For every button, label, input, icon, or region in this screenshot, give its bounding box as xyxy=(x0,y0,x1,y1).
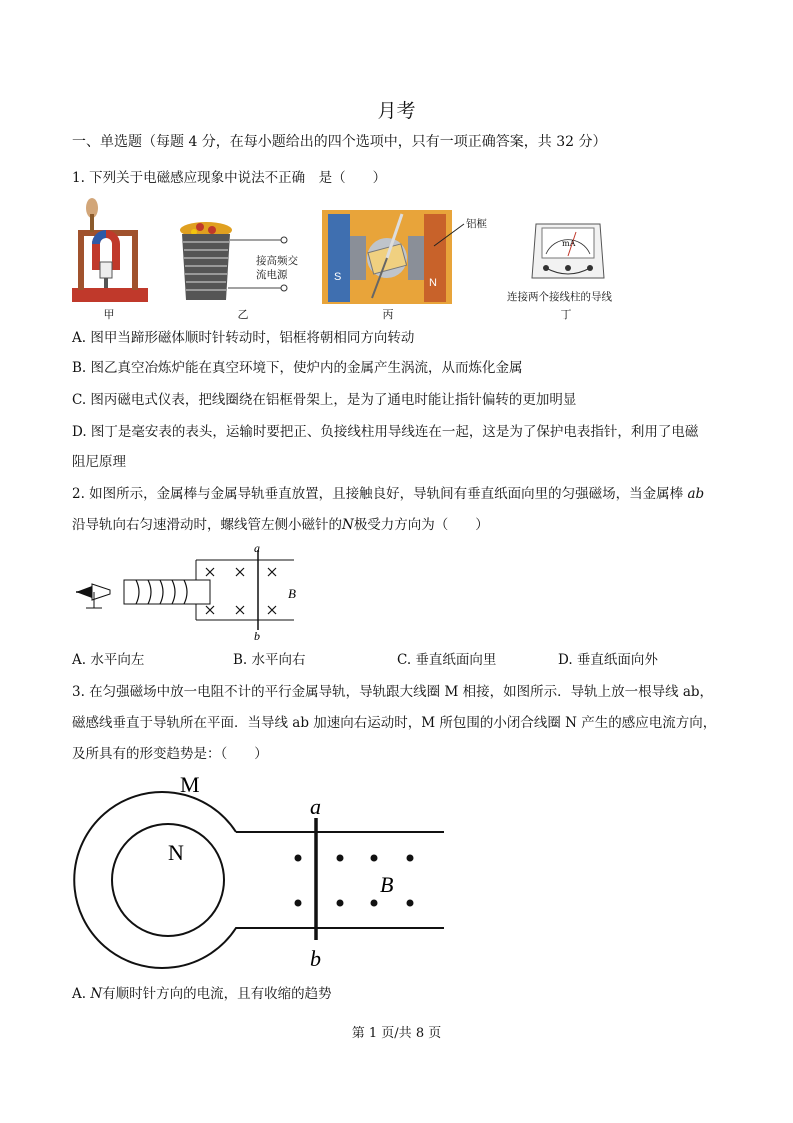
section-heading: 一、单选题（每题 4 分，在每小题给出的四个选项中，只有一项正确答案，共 32 分） xyxy=(72,134,607,150)
figure-caption-bing: 丙 xyxy=(382,308,394,321)
figure-bing-n: N xyxy=(429,277,437,289)
figure-caption-jia: 甲 xyxy=(103,308,115,321)
q2-stem-text: 2. 如图所示，金属棒与金属导轨垂直放置，且接触良好，导轨间有垂直纸面向里的匀强磁场，当金属棒 xyxy=(72,486,688,502)
figure-bing-s: S xyxy=(334,271,342,283)
figure-jia xyxy=(70,196,150,306)
q3-label-N: N xyxy=(168,840,184,865)
q3-label-B: B xyxy=(380,872,394,897)
figure-yi-label-2: 流电源 xyxy=(256,269,288,281)
q2-stem-text-2b: 极受力方向为（ ） xyxy=(353,517,489,533)
figure-ding-label: 连接两个接线柱的导线 xyxy=(507,291,612,303)
figure-bing-pointer-line xyxy=(430,220,470,250)
q2-stem-var-2: N xyxy=(342,517,354,533)
page-title: 月考 xyxy=(377,100,416,122)
q3-label-a: a xyxy=(310,794,321,819)
q1-option-d-cont: 阻尼原理 xyxy=(72,454,126,470)
q3-stem-line3: 及所具有的形变趋势是：（ ） xyxy=(72,746,268,762)
q2-option-c: C. 垂直纸面向里 xyxy=(397,652,497,668)
q1-option-c: C. 图丙磁电式仪表，把线圈绕在铝框骨架上，是为了通电时能让指针偏转的更加明显 xyxy=(72,392,577,408)
q3-option-a-prefix: A. xyxy=(72,986,91,1002)
q2-stem-line1 xyxy=(72,484,704,504)
q3-option-a-var: N xyxy=(90,986,103,1002)
figure-yi-label-1: 接高频交 xyxy=(256,255,298,267)
q1-stem: 1. 下列关于电磁感应现象中说法不正确 是（ ） xyxy=(72,170,387,186)
figure-caption-yi: 乙 xyxy=(237,308,249,321)
figure-caption-ding: 丁 xyxy=(560,308,572,321)
q2-label-a: a xyxy=(254,541,260,555)
q2-label-b: b xyxy=(254,629,260,643)
q2-option-d: D. 垂直纸面向外 xyxy=(558,652,658,668)
q3-stem-line1: 3. 在匀强磁场中放一电阻不计的平行金属导轨，导轨跟大线圈 M 相接，如图所示．导轨上放一根导线 ab， xyxy=(72,684,714,700)
q1-option-b: B. 图乙真空冶炼炉能在真空环境下，使炉内的金属产生涡流，从而炼化金属 xyxy=(72,360,523,376)
figure-q2 xyxy=(72,540,312,644)
q3-option-a xyxy=(72,984,332,1004)
q3-stem-line2: 磁感线垂直于导轨所在平面．当导线 ab 加速向右运动时，M 所包围的小闭合线圈 N 产生的感应电流方向， xyxy=(72,715,717,731)
page-footer: 第 1 页/共 8 页 xyxy=(351,1026,442,1041)
q2-option-b: B. 水平向右 xyxy=(233,652,306,668)
q3-label-M: M xyxy=(180,772,200,797)
q1-option-a: A. 图甲当蹄形磁体顺时针转动时，铝框将朝相同方向转动 xyxy=(72,330,415,346)
figure-bing-label: 铝框 xyxy=(466,218,487,230)
q2-stem-line2 xyxy=(72,515,489,535)
q3-option-a-text: 有顺时针方向的电流，且有收缩的趋势 xyxy=(102,986,332,1002)
figure-ding-meter: mA xyxy=(562,239,576,248)
q2-stem-var: ab xyxy=(687,486,705,502)
figure-q3 xyxy=(72,770,452,975)
q1-option-d: D. 图丁是毫安表的表头，运输时要把正、负接线柱用导线连在一起，这是为了保护电表指针，利用了电磁 xyxy=(72,424,699,440)
q2-label-B: B xyxy=(288,586,296,601)
q2-option-a: A. 水平向左 xyxy=(72,652,145,668)
q2-stem-text-2a: 沿导轨向右匀速滑动时，螺线管左侧小磁针的 xyxy=(72,517,342,533)
q3-label-b: b xyxy=(310,946,321,971)
